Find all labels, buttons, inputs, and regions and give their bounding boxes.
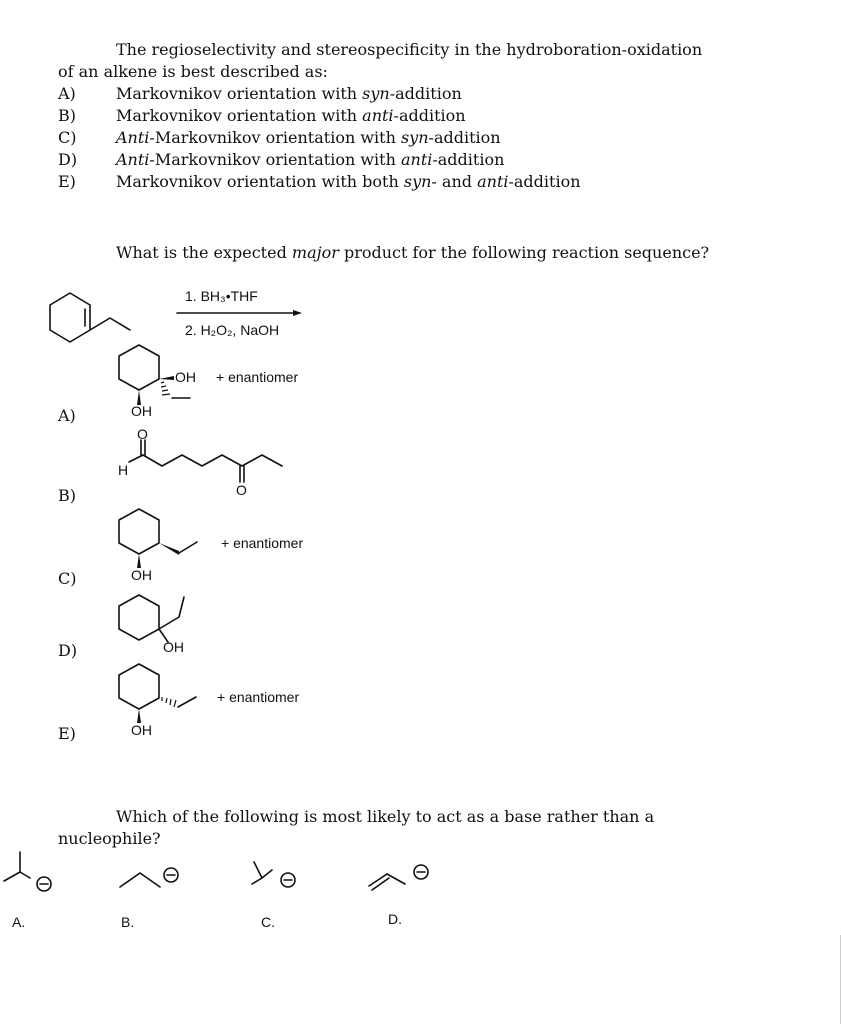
- q2-letter-e: E): [58, 724, 76, 743]
- wedge-bond: [137, 554, 141, 568]
- option-letter: B): [58, 106, 76, 125]
- choice-d-allyl-anion-structure: [369, 865, 428, 890]
- q3-choice-d: D.: [388, 911, 402, 927]
- q2-letter-d: D): [58, 641, 78, 660]
- starting-alkene-structure: [50, 293, 130, 342]
- option-a-oh-right: OH: [175, 369, 196, 385]
- option-text: Markovnikov orientation with both syn- and anti-addition: [116, 172, 581, 191]
- wedge-bond: [159, 376, 174, 380]
- option-c-enantiomer: + enantiomer: [221, 535, 304, 551]
- reaction-arrow: [177, 310, 302, 316]
- option-e-oh: OH: [131, 722, 152, 738]
- choice-a-tert-butoxide-structure: [4, 852, 51, 891]
- option-b-o-bottom: O: [236, 482, 247, 498]
- option-text: Markovnikov orientation with syn-addition: [116, 84, 462, 103]
- q2-letter-a: A): [58, 406, 76, 425]
- option-text: Anti-Markovnikov orientation with anti-addition: [116, 150, 505, 169]
- option-e-structure: [119, 664, 196, 723]
- q1-stem-line2: of an alkene is best described as:: [58, 62, 328, 81]
- q2-stem: What is the expected major product for the following reaction sequence?: [116, 243, 710, 262]
- option-letter: A): [58, 84, 76, 103]
- q3-stem-line2: nucleophile?: [58, 829, 161, 848]
- option-e-enantiomer: + enantiomer: [217, 689, 300, 705]
- q3-choice-b: B.: [121, 914, 135, 930]
- option-b-h: H: [118, 462, 129, 478]
- option-letter: E): [58, 172, 76, 191]
- option-c-structure: [119, 509, 197, 568]
- reagent-step2: 2. H₂O₂, NaOH: [185, 322, 280, 338]
- option-text: Anti-Markovnikov orientation with syn-addition: [116, 128, 501, 147]
- option-b-structure: [129, 440, 282, 482]
- option-a-enantiomer: + enantiomer: [216, 369, 299, 385]
- option-c-oh: OH: [131, 567, 152, 583]
- wedge-bond: [159, 543, 179, 555]
- wedge-bond: [137, 709, 141, 723]
- choice-b-propoxide-structure: [120, 868, 178, 887]
- option-b-o-top: O: [137, 426, 148, 442]
- option-letter: C): [58, 128, 77, 147]
- option-text: Markovnikov orientation with anti-addition: [116, 106, 466, 125]
- reagent-step1: 1. BH₃•THF: [185, 288, 258, 304]
- q3-choice-a: A.: [12, 914, 26, 930]
- q2-letter-c: C): [58, 569, 77, 588]
- option-d-oh: OH: [163, 639, 184, 655]
- option-letter: D): [58, 150, 78, 169]
- option-d-structure: [119, 595, 184, 642]
- q3-choice-c: C.: [261, 914, 275, 930]
- option-a-oh-bottom: OH: [131, 403, 152, 419]
- q1-stem-line1: The regioselectivity and stereospecificity in the hydroboration-oxidation: [116, 40, 703, 59]
- q2-letter-b: B): [58, 486, 76, 505]
- q3-stem-line1: Which of the following is most likely to act as a base rather than a: [116, 807, 655, 826]
- choice-c-branched-anion-structure: [252, 862, 295, 887]
